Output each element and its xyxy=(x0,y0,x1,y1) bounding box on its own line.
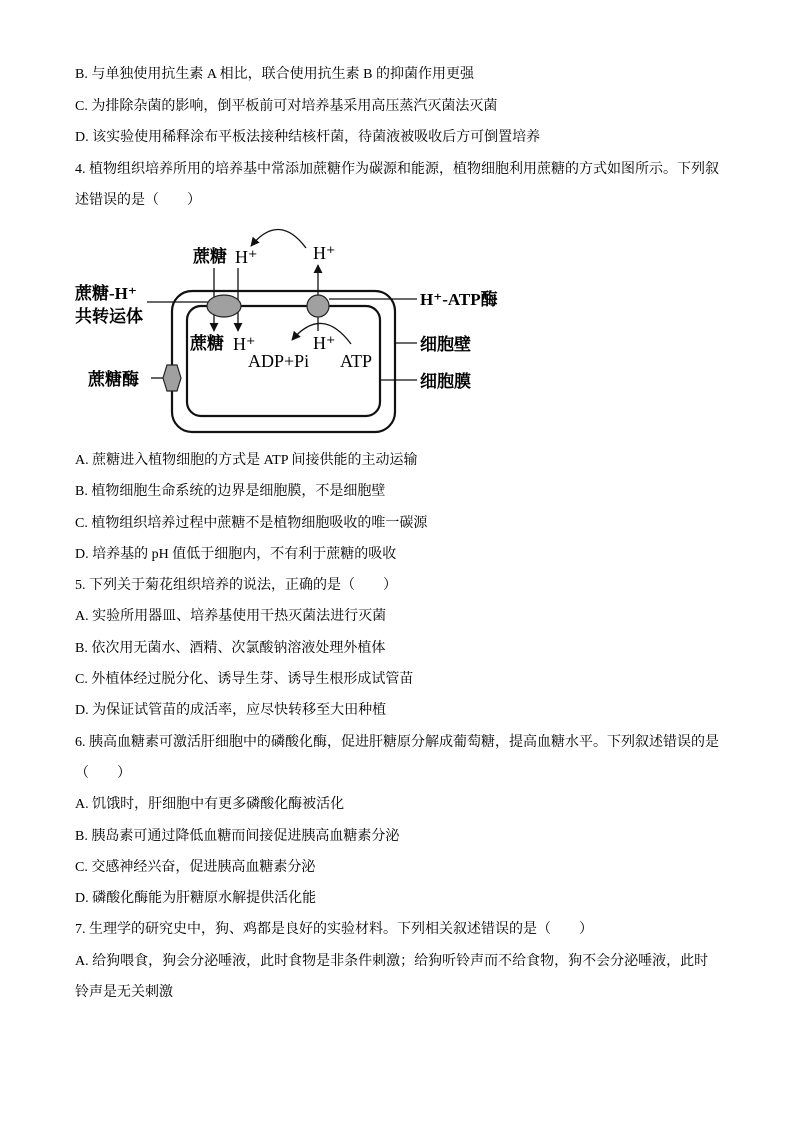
q5-stem: 5. 下列关于菊花组织培养的说法，正确的是（ ） xyxy=(75,578,397,594)
label-h-inside-cotransporter: H⁺ xyxy=(233,334,256,354)
label-h-inside-pump: H⁺ xyxy=(313,333,336,353)
label-cell-membrane: 细胞膜 xyxy=(420,372,471,391)
q4-option-c: C. 植物组织培养过程中蔗糖不是植物细胞吸收的唯一碳源 xyxy=(75,515,428,531)
q3-option-c: C. 为排除杂菌的影响，倒平板前可对培养基采用高压蒸汽灭菌法灭菌 xyxy=(75,98,498,114)
label-sucrose-inside: 蔗糖 xyxy=(190,334,224,353)
q3-option-d: D. 该实验使用稀释涂布平板法接种结核杆菌，待菌液被吸收后方可倒置培养 xyxy=(75,130,541,145)
q7-option-a-line-2: 铃声是无关刺激 xyxy=(75,985,173,1001)
q4-option-a: A. 蔗糖进入植物细胞的方式是 ATP 间接供能的主动运输 xyxy=(75,453,418,468)
sucrose-h-cotransporter-shape xyxy=(207,295,241,317)
label-h-outside-pump: H⁺ xyxy=(313,243,336,263)
label-cotransporter-line-2: 共转运体 xyxy=(75,307,143,326)
q5-option-d: D. 为保证试管苗的成活率，应尽快转移至大田种植 xyxy=(75,703,387,719)
q4-stem-line-1: 4. 植物组织培养所用的培养基中常添加蔗糖作为碳源和能源，植物细胞利用蔗糖的方式如图所示。下列叙 xyxy=(75,161,719,177)
label-sucrose-outside: 蔗糖 xyxy=(193,247,227,266)
label-atp: ATP xyxy=(340,351,373,371)
h-atpase-shape xyxy=(307,295,329,317)
q6-stem-line-1: 6. 胰高血糖素可激活肝细胞中的磷酸化酶，促进肝糖原分解成葡萄糖，提高血糖水平。下列叙述错误的是 xyxy=(75,734,719,750)
label-cell-wall: 细胞壁 xyxy=(420,335,471,354)
q4-stem-line-2: 述错误的是（ ） xyxy=(75,193,201,208)
q6-option-b: B. 胰岛素可通过降低血糖而间接促进胰高血糖素分泌 xyxy=(75,828,400,844)
sucrose-transport-diagram xyxy=(60,222,540,437)
label-adp-pi: ADP+Pi xyxy=(248,351,310,371)
upper-text-block xyxy=(75,59,775,217)
label-cotransporter-line-1: 蔗糖-H⁺ xyxy=(75,284,137,303)
q6-option-a: A. 饥饿时，肝细胞中有更多磷酸化酶被活化 xyxy=(75,797,345,813)
q5-option-b: B. 依次用无菌水、酒精、次氯酸钠溶液处理外植体 xyxy=(75,640,386,656)
q7-stem: 7. 生理学的研究史中，狗、鸡都是良好的实验材料。下列相关叙述错误的是（ ） xyxy=(75,922,593,938)
label-h-atpase: H⁺-ATP酶 xyxy=(420,290,498,309)
q6-stem-line-2: （ ） xyxy=(75,765,131,781)
q5-option-a: A. 实验所用器皿、培养基使用干热灭菌法进行灭菌 xyxy=(75,609,387,625)
q6-option-d: D. 磷酸化酶能为肝糖原水解提供活化能 xyxy=(75,891,317,907)
q7-option-a-line-1: A. 给狗喂食，狗会分泌唾液，此时食物是非条件刺激；给狗听铃声而不给食物，狗不会分泌唾液，此时 xyxy=(75,953,709,969)
q4-option-b: B. 植物细胞生命系统的边界是细胞膜，不是细胞壁 xyxy=(75,484,386,500)
lower-text-block xyxy=(75,445,775,1008)
q4-option-d: D. 培养基的 pH 值低于细胞内，不有利于蔗糖的吸收 xyxy=(75,546,397,562)
label-h-outside-cotransporter: H⁺ xyxy=(235,247,258,267)
q3-option-b: B. 与单独使用抗生素 A 相比，联合使用抗生素 B 的抑菌作用更强 xyxy=(75,67,475,82)
q5-option-c: C. 外植体经过脱分化、诱导生芽、诱导生根形成试管苗 xyxy=(75,672,414,688)
label-sucrase: 蔗糖酶 xyxy=(88,370,139,389)
proton-gradient-curved-arrow xyxy=(251,229,306,248)
sucrase-hexagon-shape xyxy=(163,365,181,391)
q6-option-c: C. 交感神经兴奋，促进胰高血糖素分泌 xyxy=(75,859,316,875)
